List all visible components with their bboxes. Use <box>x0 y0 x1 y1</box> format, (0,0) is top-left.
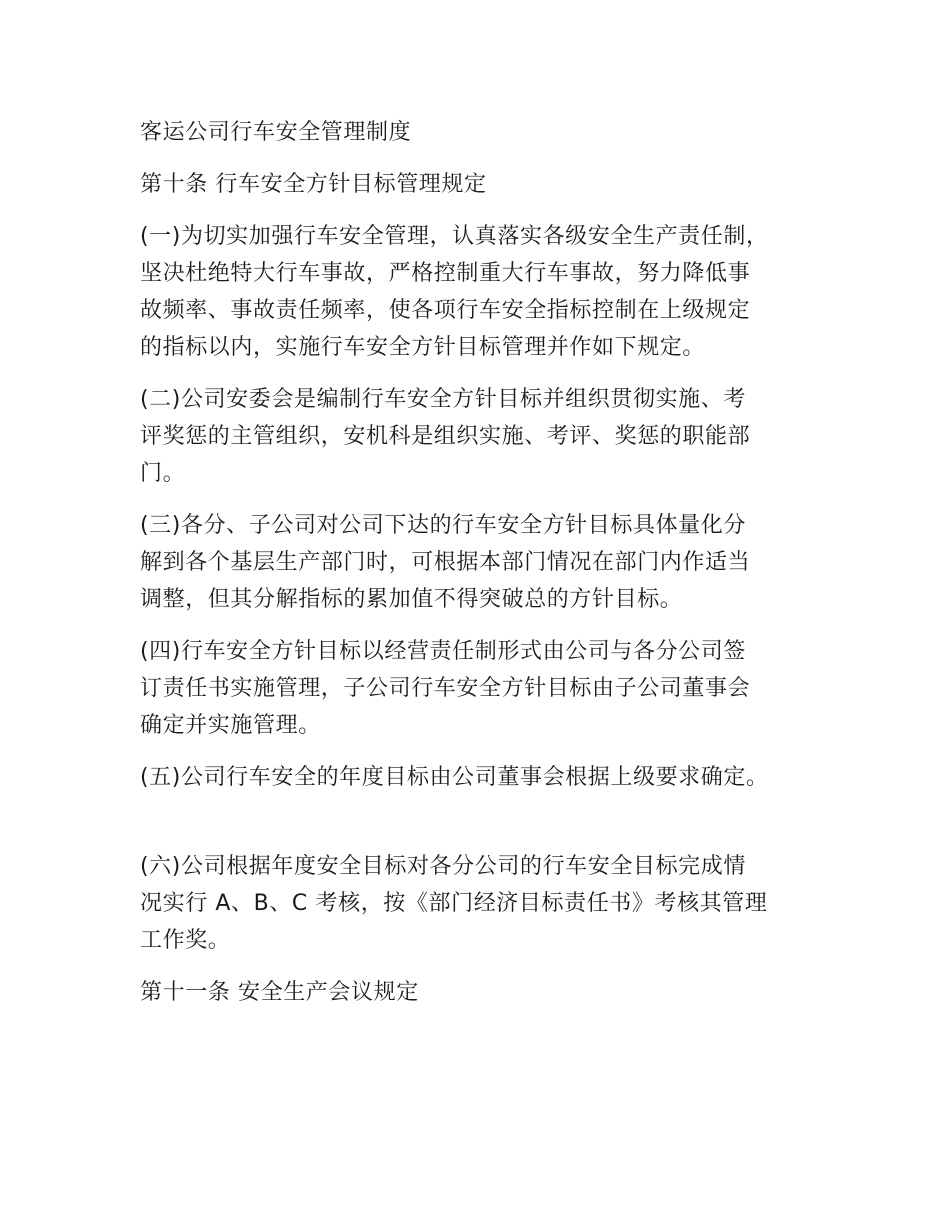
document-body <box>140 114 820 1026</box>
paragraph-line: 评奖惩的主管组织，安机科是组织实施、考评、奖惩的职能部 <box>140 424 751 449</box>
paragraph-line: 调整，但其分解指标的累加值不得突破总的方针目标。 <box>140 587 683 612</box>
article-heading-10: 第十条 行车安全方针目标管理规定 <box>140 172 487 197</box>
paragraph-line: 门。 <box>140 461 186 486</box>
paragraph-line: 坚决杜绝特大行车事故，严格控制重大行车事故，努力降低事 <box>140 261 751 286</box>
paragraph-5 <box>140 759 820 796</box>
paragraph-line: (一)为切实加强行车安全管理，认真落实各级安全生产责任制， <box>140 224 769 249</box>
document-title: 客运公司行车安全管理制度 <box>140 120 412 145</box>
paragraph-line: 的指标以内，实施行车安全方针目标管理并作如下规定。 <box>140 335 706 360</box>
paragraph-line: 确定并实施管理。 <box>140 713 321 738</box>
paragraph-6 <box>140 848 820 959</box>
paragraph-3 <box>140 507 820 618</box>
article-heading-11: 第十一条 安全生产会议规定 <box>140 980 419 1005</box>
paragraph-line: 解到各个基层生产部门时，可根据本部门情况在部门内作适当 <box>140 550 751 575</box>
paragraph-line: 况实行 A、B、C 考核，按《部门经济目标责任书》考核其管理 <box>140 891 768 916</box>
paragraph-line: 故频率、事故责任频率，使各项行车安全指标控制在上级规定 <box>140 298 751 323</box>
paragraph-line: (三)各分、子公司对公司下达的行车安全方针目标具体量化分 <box>140 513 746 538</box>
paragraph-line: (六)公司根据年度安全目标对各分公司的行车安全目标完成情 <box>140 854 746 879</box>
paragraph-2 <box>140 381 820 492</box>
paragraph-line: (二)公司安委会是编制行车安全方针目标并组织贯彻实施、考 <box>140 387 746 412</box>
paragraph-line: 工作奖。 <box>140 928 231 953</box>
paragraph-line: (四)行车安全方针目标以经营责任制形式由公司与各分公司签 <box>140 639 746 664</box>
paragraph-4 <box>140 633 820 744</box>
paragraph-1 <box>140 218 820 366</box>
paragraph-line: (五)公司行车安全的年度目标由公司董事会根据上级要求确定。 <box>140 765 769 790</box>
paragraph-line: 订责任书实施管理，子公司行车安全方针目标由子公司董事会 <box>140 676 751 701</box>
